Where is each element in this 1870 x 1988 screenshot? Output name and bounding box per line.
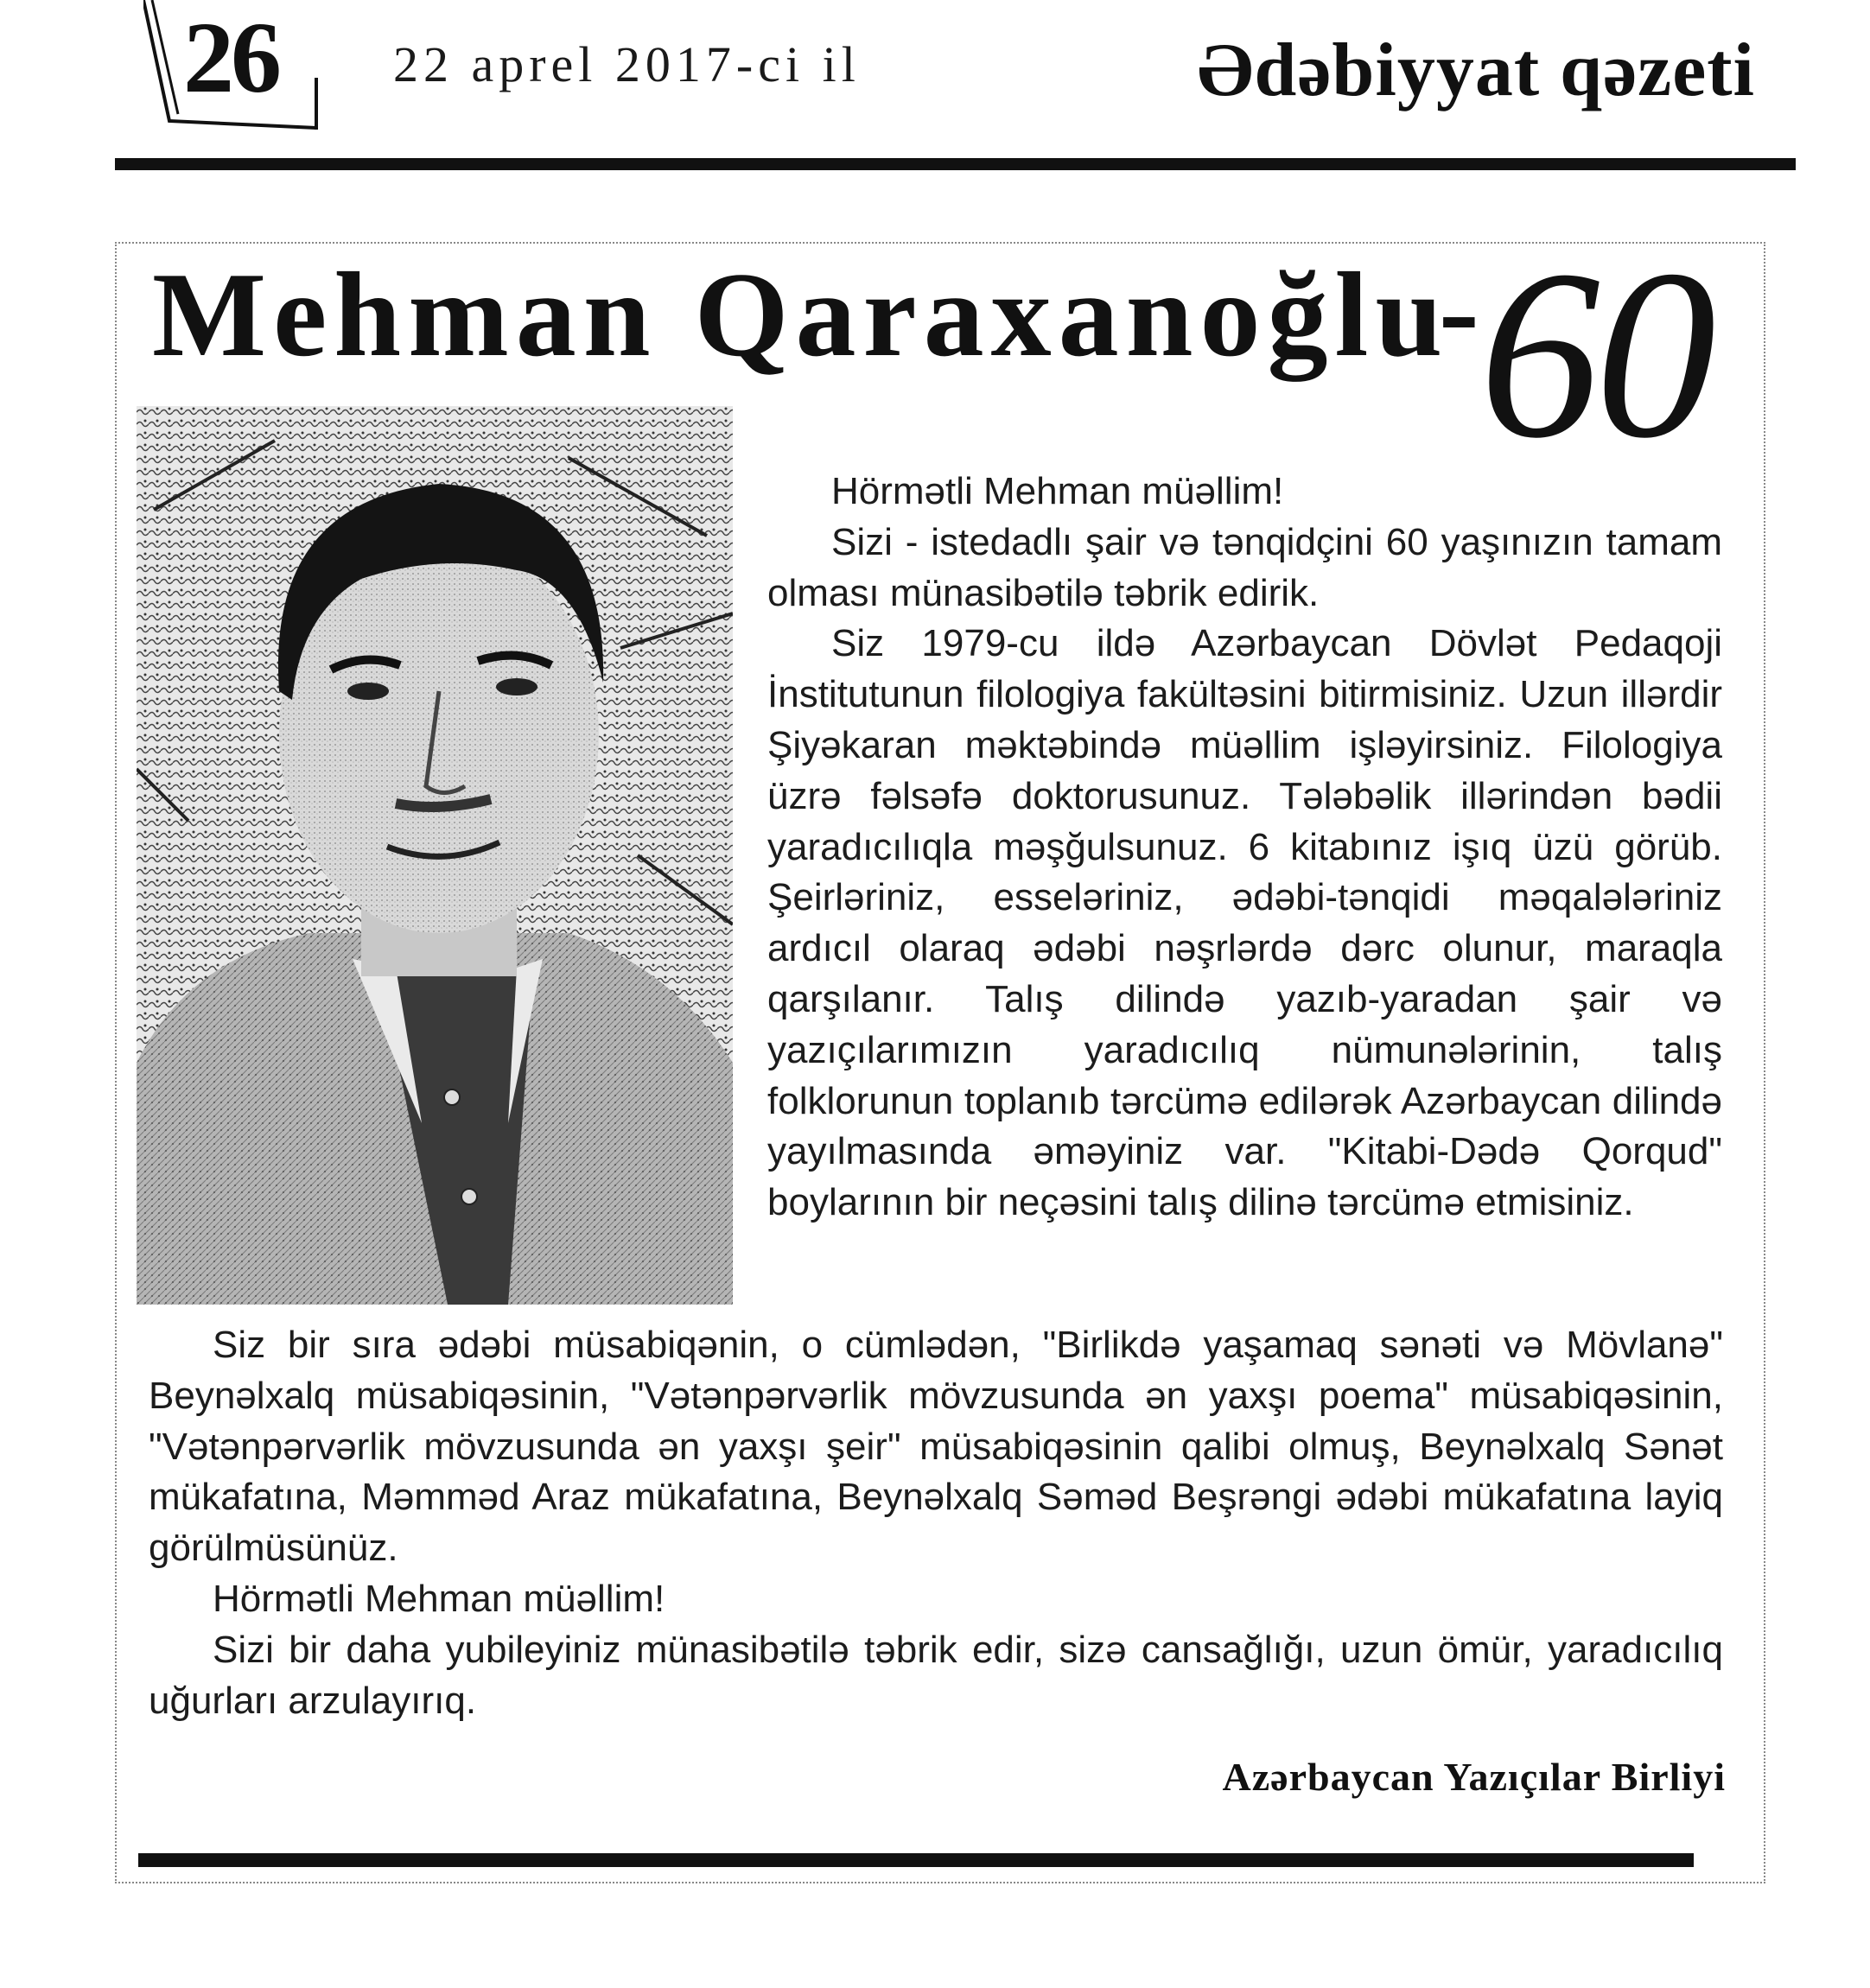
header-divider bbox=[115, 158, 1796, 170]
headline-dash: - bbox=[1439, 244, 1479, 378]
signature: Azərbaycan Yazıçılar Birliyi bbox=[1222, 1755, 1726, 1799]
body-paragraph: Siz bir sıra ədəbi müsabiqənin, o cümlədən, "Birlikdə yaşamaq sənəti və Mövlanə" Beynəlxalq müsabiqəsinin, "Vətənpərvərlik mövzusunda ən yaxşı poema" müsabiqəsinin, "Vətənpərvərlik mövzusunda ən yaxşı şeir" müsabiqəsinin qalibi olmuş, Beynəlxalq Sənət mükafatına, Məmməd Araz mükafatına, Beynəlxalq Səməd Beşrəngi ədəbi mükafatına layiq görülmüsünüz. bbox=[149, 1324, 1723, 1570]
headline-age: 60 bbox=[1479, 219, 1711, 488]
page-number: 26 bbox=[183, 1, 278, 114]
salutation-paragraph: Hörmətli Mehman müəllim! bbox=[213, 1577, 665, 1620]
body-paragraph: Siz 1979-cu ildə Azərbaycan Dövlət Pedaqoji İnstitutunun filologiya fakültəsini bitirmisiniz. Uzun illərdir Şiyəkaran məktəbində müəllim işləyirsiniz. Filologiya üzrə fəlsəfə doktorusunuz. Tələbəlik illərindən bədii yaradıcılıqla məşğulsunuz. 6 kitabınız işıq üzü görüb. Şeirləriniz, esseləriniz, ədəbi-tənqidi məqalələriniz ardıcıl olaraq ədəbi nəşrlərdə dərc olunur, maraqla qarşılanır. Talış dilində yazıb-yaradan şair və yazıçılarımızın yaradıcılıq nümunələrinin, talış folklorunun toplanıb tərcümə edilərək Azərbaycan dilində yayılmasında əməyiniz var. "Kitabi-Dədə Qorqud" boylarının bir neçəsini talış dilinə tərcümə etmisiniz. bbox=[767, 622, 1722, 1224]
page-number-badge bbox=[143, 0, 342, 137]
body-paragraph: Sizi - istedadlı şair və tənqidçini 60 yaşınızın tamam olması münasibətilə təbrik edirik. bbox=[767, 520, 1722, 614]
full-width-text bbox=[149, 1320, 1723, 1726]
salutation-paragraph: Hörmətli Mehman müəllim! bbox=[831, 470, 1284, 512]
newspaper-name: Ədəbiyyat qəzeti bbox=[1197, 29, 1755, 112]
headline-name: Mehman Qaraxanoğlu bbox=[152, 248, 1450, 382]
right-column-text bbox=[767, 467, 1722, 1229]
portrait-photo bbox=[137, 406, 733, 1305]
issue-date: 22 aprel 2017-ci il bbox=[393, 36, 861, 92]
closing-paragraph: Sizi bir daha yubileyiniz münasibətilə təbrik edir, sizə cansağlığı, uzun ömür, yaradıcılıq uğurları arzulayırıq. bbox=[149, 1628, 1723, 1722]
footer-divider bbox=[138, 1853, 1694, 1867]
portrait-image bbox=[137, 406, 733, 1305]
